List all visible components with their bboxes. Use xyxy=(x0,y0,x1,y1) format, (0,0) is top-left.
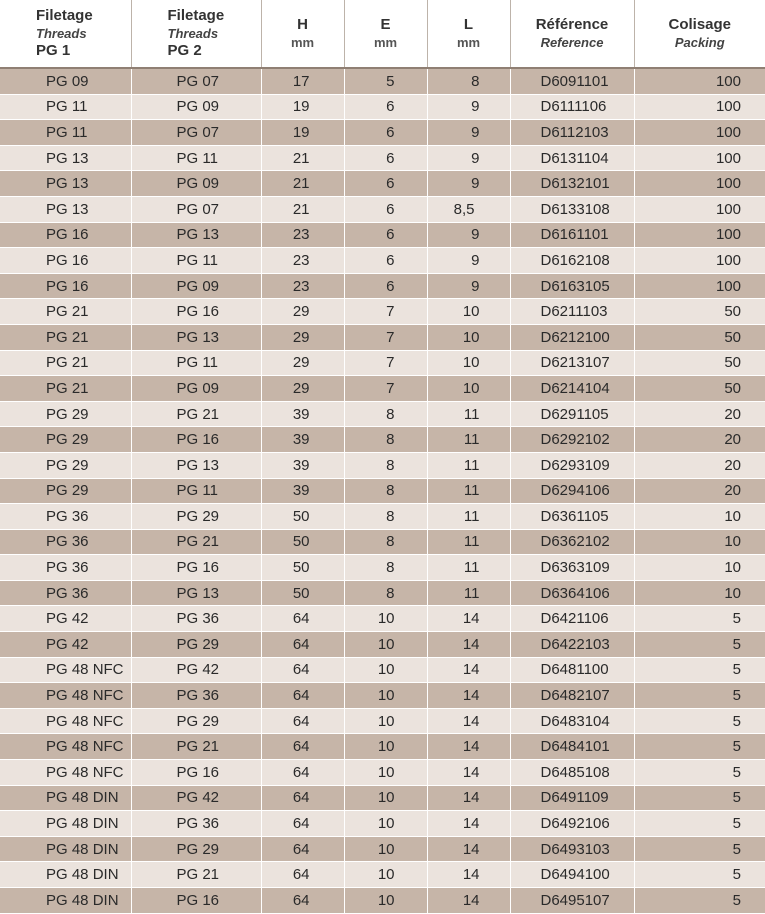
cell-h: 64 xyxy=(261,862,344,888)
cell-e: 6 xyxy=(344,120,427,146)
cell-h: 23 xyxy=(261,273,344,299)
table-row xyxy=(0,401,765,427)
cell-l: 9 xyxy=(427,145,510,171)
cell-l: 14 xyxy=(427,836,510,862)
header-pg-label: PG 2 xyxy=(168,42,261,60)
cell-l: 10 xyxy=(427,376,510,402)
cell-h: 50 xyxy=(261,580,344,606)
cell-h: 39 xyxy=(261,401,344,427)
cell-e: 10 xyxy=(344,606,427,632)
cell-h: 23 xyxy=(261,248,344,274)
cell-l: 10 xyxy=(427,299,510,325)
cell-e: 10 xyxy=(344,683,427,709)
cell-h: 29 xyxy=(261,299,344,325)
cell-thread-pg1: PG 42 xyxy=(0,632,131,658)
cell-packing: 5 xyxy=(634,760,765,786)
cell-l: 11 xyxy=(427,555,510,581)
cell-thread-pg2: PG 16 xyxy=(131,555,261,581)
table-row xyxy=(0,94,765,120)
cell-l: 11 xyxy=(427,580,510,606)
cell-thread-pg1: PG 36 xyxy=(0,580,131,606)
cell-reference: D6214104 xyxy=(510,376,634,402)
cell-h: 23 xyxy=(261,222,344,248)
cell-e: 10 xyxy=(344,760,427,786)
cell-thread-pg2: PG 29 xyxy=(131,632,261,658)
cell-h: 64 xyxy=(261,785,344,811)
cell-packing: 20 xyxy=(634,427,765,453)
cell-thread-pg1: PG 29 xyxy=(0,478,131,504)
header-pg-label: PG 1 xyxy=(36,42,131,60)
cell-thread-pg2: PG 21 xyxy=(131,529,261,555)
header-label: Filetage xyxy=(36,7,131,25)
table-row xyxy=(0,427,765,453)
cell-h: 64 xyxy=(261,760,344,786)
cell-l: 14 xyxy=(427,888,510,914)
table-row xyxy=(0,273,765,299)
cell-thread-pg2: PG 11 xyxy=(131,478,261,504)
cell-packing: 5 xyxy=(634,734,765,760)
cell-thread-pg2: PG 11 xyxy=(131,145,261,171)
cell-packing: 5 xyxy=(634,683,765,709)
cell-reference: D6091101 xyxy=(510,68,634,94)
cell-thread-pg2: PG 21 xyxy=(131,401,261,427)
cell-thread-pg2: PG 16 xyxy=(131,760,261,786)
header-unit: mm xyxy=(262,34,344,52)
table-row xyxy=(0,760,765,786)
cell-packing: 50 xyxy=(634,350,765,376)
cell-e: 7 xyxy=(344,376,427,402)
cell-packing: 20 xyxy=(634,452,765,478)
cell-thread-pg2: PG 16 xyxy=(131,888,261,914)
cell-thread-pg1: PG 48 NFC xyxy=(0,657,131,683)
table-row xyxy=(0,683,765,709)
cell-h: 50 xyxy=(261,555,344,581)
cell-e: 10 xyxy=(344,708,427,734)
cell-thread-pg1: PG 21 xyxy=(0,299,131,325)
cell-thread-pg1: PG 48 DIN xyxy=(0,836,131,862)
cell-l: 14 xyxy=(427,862,510,888)
cell-e: 5 xyxy=(344,68,427,94)
cell-reference: D6484101 xyxy=(510,734,634,760)
table-row xyxy=(0,299,765,325)
table-row xyxy=(0,452,765,478)
header-sublabel: Threads xyxy=(36,25,131,42)
cell-thread-pg1: PG 13 xyxy=(0,145,131,171)
cell-packing: 10 xyxy=(634,529,765,555)
cell-reference: D6293109 xyxy=(510,452,634,478)
table-row xyxy=(0,632,765,658)
cell-thread-pg2: PG 16 xyxy=(131,427,261,453)
cell-thread-pg2: PG 13 xyxy=(131,580,261,606)
cell-e: 6 xyxy=(344,196,427,222)
header-label: E xyxy=(345,16,427,34)
cell-reference: D6163105 xyxy=(510,273,634,299)
cell-reference: D6294106 xyxy=(510,478,634,504)
cell-packing: 100 xyxy=(634,196,765,222)
cell-thread-pg1: PG 48 DIN xyxy=(0,888,131,914)
cell-thread-pg2: PG 11 xyxy=(131,350,261,376)
header-label: Référence xyxy=(511,16,634,34)
cell-thread-pg1: PG 48 NFC xyxy=(0,708,131,734)
cell-l: 9 xyxy=(427,171,510,197)
cell-thread-pg1: PG 36 xyxy=(0,555,131,581)
cell-thread-pg1: PG 13 xyxy=(0,196,131,222)
cell-h: 21 xyxy=(261,145,344,171)
cell-reference: D6362102 xyxy=(510,529,634,555)
cell-thread-pg2: PG 09 xyxy=(131,171,261,197)
table-row xyxy=(0,68,765,94)
cell-thread-pg2: PG 21 xyxy=(131,862,261,888)
cell-h: 19 xyxy=(261,120,344,146)
table-row xyxy=(0,376,765,402)
cell-thread-pg1: PG 36 xyxy=(0,504,131,530)
cell-l: 11 xyxy=(427,529,510,555)
cell-h: 29 xyxy=(261,324,344,350)
cell-e: 6 xyxy=(344,222,427,248)
table-row xyxy=(0,580,765,606)
cell-e: 10 xyxy=(344,785,427,811)
cell-l: 11 xyxy=(427,478,510,504)
cell-h: 64 xyxy=(261,734,344,760)
cell-thread-pg2: PG 29 xyxy=(131,504,261,530)
cell-l: 8 xyxy=(427,68,510,94)
cell-packing: 5 xyxy=(634,708,765,734)
header-label: Filetage xyxy=(168,7,261,25)
cell-thread-pg1: PG 16 xyxy=(0,222,131,248)
header-h xyxy=(261,0,344,68)
cell-l: 10 xyxy=(427,350,510,376)
cell-reference: D6112103 xyxy=(510,120,634,146)
table-row xyxy=(0,555,765,581)
cell-l: 14 xyxy=(427,606,510,632)
cell-e: 10 xyxy=(344,888,427,914)
cell-thread-pg2: PG 29 xyxy=(131,708,261,734)
cell-thread-pg1: PG 29 xyxy=(0,427,131,453)
header-label: Colisage xyxy=(635,16,765,34)
cell-h: 39 xyxy=(261,478,344,504)
cell-thread-pg2: PG 09 xyxy=(131,273,261,299)
cell-l: 8,5 xyxy=(427,196,510,222)
cell-thread-pg1: PG 48 DIN xyxy=(0,785,131,811)
cell-thread-pg1: PG 48 DIN xyxy=(0,811,131,837)
cell-packing: 5 xyxy=(634,657,765,683)
header-e xyxy=(344,0,427,68)
cell-l: 9 xyxy=(427,222,510,248)
table-row xyxy=(0,708,765,734)
cell-thread-pg1: PG 48 NFC xyxy=(0,734,131,760)
cell-h: 29 xyxy=(261,376,344,402)
cell-e: 10 xyxy=(344,734,427,760)
cell-e: 10 xyxy=(344,811,427,837)
header-unit: mm xyxy=(428,34,510,52)
cell-e: 8 xyxy=(344,401,427,427)
cell-h: 50 xyxy=(261,529,344,555)
table-row xyxy=(0,657,765,683)
cell-h: 64 xyxy=(261,632,344,658)
cell-packing: 5 xyxy=(634,862,765,888)
cell-l: 9 xyxy=(427,94,510,120)
cell-packing: 5 xyxy=(634,888,765,914)
cell-l: 14 xyxy=(427,708,510,734)
header-filetage-pg2 xyxy=(131,0,261,68)
cell-e: 7 xyxy=(344,299,427,325)
header-reference xyxy=(510,0,634,68)
cell-l: 9 xyxy=(427,248,510,274)
cell-packing: 5 xyxy=(634,785,765,811)
cell-packing: 100 xyxy=(634,248,765,274)
header-label: L xyxy=(428,16,510,34)
cell-h: 50 xyxy=(261,504,344,530)
cell-reference: D6213107 xyxy=(510,350,634,376)
header-sublabel: Threads xyxy=(168,25,261,42)
cell-thread-pg2: PG 07 xyxy=(131,120,261,146)
cell-reference: D6212100 xyxy=(510,324,634,350)
table-row xyxy=(0,888,765,914)
cell-thread-pg2: PG 13 xyxy=(131,324,261,350)
cell-reference: D6495107 xyxy=(510,888,634,914)
cell-l: 14 xyxy=(427,657,510,683)
header-l xyxy=(427,0,510,68)
cell-thread-pg2: PG 11 xyxy=(131,248,261,274)
cell-packing: 5 xyxy=(634,836,765,862)
cell-h: 64 xyxy=(261,888,344,914)
cell-thread-pg1: PG 11 xyxy=(0,94,131,120)
cell-e: 10 xyxy=(344,836,427,862)
cell-thread-pg1: PG 36 xyxy=(0,529,131,555)
cell-thread-pg2: PG 36 xyxy=(131,811,261,837)
cell-thread-pg1: PG 48 DIN xyxy=(0,862,131,888)
cell-l: 9 xyxy=(427,120,510,146)
cell-thread-pg2: PG 13 xyxy=(131,452,261,478)
table-row xyxy=(0,836,765,862)
cell-e: 8 xyxy=(344,427,427,453)
cell-packing: 100 xyxy=(634,273,765,299)
cell-thread-pg1: PG 48 NFC xyxy=(0,683,131,709)
cell-h: 17 xyxy=(261,68,344,94)
table-body xyxy=(0,68,765,913)
cell-reference: D6494100 xyxy=(510,862,634,888)
cell-reference: D6485108 xyxy=(510,760,634,786)
cell-packing: 20 xyxy=(634,478,765,504)
cell-h: 64 xyxy=(261,811,344,837)
cell-reference: D6291105 xyxy=(510,401,634,427)
header-label: H xyxy=(262,16,344,34)
cell-reference: D6491109 xyxy=(510,785,634,811)
cell-l: 11 xyxy=(427,504,510,530)
cell-h: 39 xyxy=(261,452,344,478)
table-row xyxy=(0,196,765,222)
cell-h: 29 xyxy=(261,350,344,376)
cell-packing: 10 xyxy=(634,555,765,581)
cell-packing: 100 xyxy=(634,94,765,120)
cell-l: 9 xyxy=(427,273,510,299)
table-row xyxy=(0,785,765,811)
cell-thread-pg1: PG 21 xyxy=(0,324,131,350)
cell-e: 6 xyxy=(344,273,427,299)
cell-reference: D6292102 xyxy=(510,427,634,453)
header-row xyxy=(0,0,765,68)
cell-e: 8 xyxy=(344,529,427,555)
cell-e: 6 xyxy=(344,145,427,171)
cell-h: 21 xyxy=(261,171,344,197)
cell-thread-pg2: PG 07 xyxy=(131,68,261,94)
cell-reference: D6492106 xyxy=(510,811,634,837)
cell-l: 14 xyxy=(427,785,510,811)
cell-thread-pg1: PG 16 xyxy=(0,248,131,274)
cell-thread-pg2: PG 13 xyxy=(131,222,261,248)
header-sublabel: Packing xyxy=(635,34,765,51)
cell-reference: D6422103 xyxy=(510,632,634,658)
cell-e: 8 xyxy=(344,504,427,530)
cell-reference: D6483104 xyxy=(510,708,634,734)
cell-thread-pg2: PG 36 xyxy=(131,606,261,632)
cell-h: 64 xyxy=(261,708,344,734)
cell-thread-pg1: PG 13 xyxy=(0,171,131,197)
table-row xyxy=(0,811,765,837)
cell-l: 14 xyxy=(427,632,510,658)
cell-e: 6 xyxy=(344,248,427,274)
cell-h: 39 xyxy=(261,427,344,453)
cell-thread-pg2: PG 42 xyxy=(131,785,261,811)
cell-thread-pg1: PG 09 xyxy=(0,68,131,94)
cell-reference: D6111106 xyxy=(510,94,634,120)
cell-e: 8 xyxy=(344,478,427,504)
header-sublabel: Reference xyxy=(511,34,634,51)
cell-thread-pg2: PG 07 xyxy=(131,196,261,222)
table-row xyxy=(0,145,765,171)
cell-reference: D6211103 xyxy=(510,299,634,325)
cell-packing: 100 xyxy=(634,120,765,146)
cell-reference: D6421106 xyxy=(510,606,634,632)
table-row xyxy=(0,120,765,146)
cell-packing: 100 xyxy=(634,145,765,171)
cell-h: 64 xyxy=(261,657,344,683)
table-row xyxy=(0,248,765,274)
cell-reference: D6361105 xyxy=(510,504,634,530)
cell-packing: 5 xyxy=(634,606,765,632)
cell-h: 64 xyxy=(261,606,344,632)
cell-h: 64 xyxy=(261,836,344,862)
cell-packing: 5 xyxy=(634,811,765,837)
table-row xyxy=(0,478,765,504)
cell-thread-pg1: PG 42 xyxy=(0,606,131,632)
table-row xyxy=(0,324,765,350)
cell-reference: D6131104 xyxy=(510,145,634,171)
cell-reference: D6161101 xyxy=(510,222,634,248)
cell-thread-pg1: PG 21 xyxy=(0,376,131,402)
cell-h: 21 xyxy=(261,196,344,222)
cell-packing: 10 xyxy=(634,580,765,606)
cell-l: 14 xyxy=(427,760,510,786)
cell-l: 11 xyxy=(427,427,510,453)
cell-thread-pg1: PG 29 xyxy=(0,452,131,478)
cell-e: 8 xyxy=(344,452,427,478)
cell-packing: 100 xyxy=(634,222,765,248)
cell-packing: 50 xyxy=(634,299,765,325)
cell-reference: D6133108 xyxy=(510,196,634,222)
cell-thread-pg1: PG 29 xyxy=(0,401,131,427)
table-row xyxy=(0,171,765,197)
cell-l: 14 xyxy=(427,811,510,837)
cell-e: 10 xyxy=(344,862,427,888)
cell-reference: D6482107 xyxy=(510,683,634,709)
cell-l: 11 xyxy=(427,401,510,427)
cell-h: 64 xyxy=(261,683,344,709)
cell-thread-pg2: PG 09 xyxy=(131,376,261,402)
cell-packing: 100 xyxy=(634,68,765,94)
cell-packing: 5 xyxy=(634,632,765,658)
cell-reference: D6364106 xyxy=(510,580,634,606)
cell-thread-pg1: PG 21 xyxy=(0,350,131,376)
cell-thread-pg2: PG 21 xyxy=(131,734,261,760)
cell-packing: 50 xyxy=(634,376,765,402)
cell-e: 6 xyxy=(344,94,427,120)
table-header xyxy=(0,0,765,68)
cell-h: 19 xyxy=(261,94,344,120)
table-row xyxy=(0,504,765,530)
cell-thread-pg2: PG 36 xyxy=(131,683,261,709)
table-row xyxy=(0,529,765,555)
header-filetage-pg1 xyxy=(0,0,131,68)
cell-thread-pg1: PG 48 NFC xyxy=(0,760,131,786)
cell-l: 14 xyxy=(427,734,510,760)
table-row xyxy=(0,222,765,248)
cell-thread-pg2: PG 42 xyxy=(131,657,261,683)
cell-reference: D6363109 xyxy=(510,555,634,581)
cell-packing: 100 xyxy=(634,171,765,197)
cell-packing: 10 xyxy=(634,504,765,530)
cell-l: 10 xyxy=(427,324,510,350)
cell-thread-pg2: PG 09 xyxy=(131,94,261,120)
cell-e: 6 xyxy=(344,171,427,197)
table-row xyxy=(0,862,765,888)
cell-e: 8 xyxy=(344,555,427,581)
cell-reference: D6132101 xyxy=(510,171,634,197)
cell-l: 14 xyxy=(427,683,510,709)
cell-packing: 50 xyxy=(634,324,765,350)
cell-thread-pg2: PG 29 xyxy=(131,836,261,862)
cell-e: 7 xyxy=(344,350,427,376)
header-packing xyxy=(634,0,765,68)
cell-e: 10 xyxy=(344,657,427,683)
cell-thread-pg1: PG 11 xyxy=(0,120,131,146)
cell-thread-pg2: PG 16 xyxy=(131,299,261,325)
cell-reference: D6481100 xyxy=(510,657,634,683)
header-unit: mm xyxy=(345,34,427,52)
cell-l: 11 xyxy=(427,452,510,478)
cell-e: 8 xyxy=(344,580,427,606)
cell-reference: D6493103 xyxy=(510,836,634,862)
cell-reference: D6162108 xyxy=(510,248,634,274)
cell-thread-pg1: PG 16 xyxy=(0,273,131,299)
table-row xyxy=(0,734,765,760)
cell-e: 7 xyxy=(344,324,427,350)
cell-e: 10 xyxy=(344,632,427,658)
cell-packing: 20 xyxy=(634,401,765,427)
table-row xyxy=(0,606,765,632)
table-row xyxy=(0,350,765,376)
